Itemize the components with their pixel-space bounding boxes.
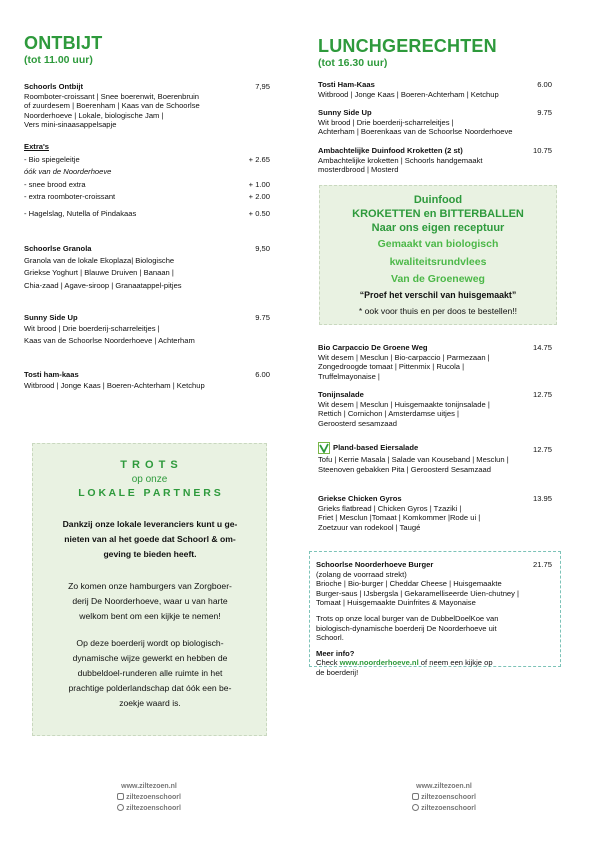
item-price: 7,95 <box>255 82 270 91</box>
partners-paragraph-2 <box>39 579 261 624</box>
item-desc: Friet | Mesclun |Tomaat | Komkommer |Rode ui | <box>318 513 481 523</box>
item-name: Sunny Side Up <box>24 313 78 322</box>
item-desc: Tomaat | Huisgemaakte Duinfrites & Mayonaise <box>316 598 476 608</box>
promo-line: Van de Groeneweg <box>391 273 485 285</box>
item-price: 13.95 <box>532 494 552 503</box>
item-desc: Griekse Yoghurt | Blauwe Druiven | Banaan | <box>24 268 174 278</box>
item-name: Ambachtelijke Duinfood Kroketten (2 st) <box>318 146 463 155</box>
item-name: Schoorls Ontbijt <box>24 82 84 91</box>
burger-note: biologisch-dynamische boerderij De Noorderhoeve uit <box>316 623 497 633</box>
burger-note: Trots op onze local burger van de DubbelDoelKoe van <box>316 613 499 623</box>
item-desc: Rettich | Cornichon | Amsterdamse uitjes | <box>318 409 459 419</box>
item-desc: Burger-saus | IJsbergsla | Gekaramelliseerde Uien-chutney | <box>316 588 520 598</box>
menu-item-granola <box>24 244 264 290</box>
facebook-handle[interactable]: ziltezoenschoorl <box>126 794 181 801</box>
website-link[interactable]: www.ziltezoen.nl <box>416 783 472 790</box>
extras-item-price: + 1.00 <box>248 180 270 189</box>
item-desc: Noorderhoeve | Lokale, biologische Jam | <box>24 110 164 120</box>
extras-item-price: + 2.65 <box>248 155 270 164</box>
item-desc: of zuurdesem | Boerenham | Kaas van de Schoorlse <box>24 101 200 111</box>
facebook-icon <box>412 793 419 800</box>
item-desc: Zongedroogde tomaat | Pittenmix | Rucola | <box>318 362 465 372</box>
more-info-text: of neem een kijkje op <box>418 658 493 668</box>
menu-item-schoorls-ontbijt <box>24 82 264 130</box>
partners-paragraph-3 <box>39 636 261 711</box>
lunch-title: LUNCHGERECHTEN <box>318 36 497 56</box>
item-desc: Achterham | Boerenkaas van de Schoorlse Noorderhoeve <box>318 127 513 137</box>
item-price: 10.75 <box>532 146 552 155</box>
extras-item-label: - Bio spiegeleitje <box>24 155 80 164</box>
extras-item-label: - extra roomboter-croissant <box>24 192 116 201</box>
partners-line-2: op onze <box>131 474 168 485</box>
paragraph-line: derij De Noorderhoeve, waar u van harte <box>72 596 228 606</box>
more-info-text: Check <box>316 658 340 668</box>
more-info-label: Meer info? <box>316 648 355 658</box>
item-name: Tosti ham-kaas <box>24 370 79 379</box>
promo-line: KROKETTEN en BITTERBALLEN <box>352 208 524 220</box>
item-desc: Kaas van de Schoorlse Noorderhoeve | Achterham <box>24 336 195 346</box>
instagram-handle[interactable]: ziltezoenschoorl <box>421 805 476 812</box>
item-name: Pland-based Eiersalade <box>333 443 419 452</box>
breakfast-subtitle: (tot 11.00 uur) <box>24 54 93 66</box>
instagram-icon <box>412 804 419 811</box>
promo-line: * ook voor thuis en per doos te bestellen!! <box>358 306 518 316</box>
burger-note: Schoorl. <box>316 633 344 643</box>
paragraph-line: geving te bieden heeft. <box>103 549 197 559</box>
noorderhoeve-link[interactable]: www.noorderhoeve.nl <box>339 658 419 668</box>
more-info-line <box>316 658 556 668</box>
paragraph-line: prachtige polderlandschap dat óók een be- <box>68 683 232 693</box>
item-desc: Ambachtelijke kroketten | Schoorls handgemaakt <box>318 155 483 165</box>
instagram-handle[interactable]: ziltezoenschoorl <box>126 805 181 812</box>
item-desc: mosterdbrood | Mosterd <box>318 165 399 175</box>
item-desc: Chia-zaad | Agave-siroop | Granaatappel-pitjes <box>24 280 182 290</box>
extras-item-label: - snee brood extra <box>24 180 86 189</box>
facebook-handle[interactable]: ziltezoenschoorl <box>421 794 476 801</box>
item-price: 6.00 <box>255 370 270 379</box>
item-desc: Roomboter-croissant | Snee boerenwit, Boerenbruin <box>24 91 200 101</box>
extras-item-price: + 2.00 <box>248 192 270 201</box>
item-desc: Grieks flatbread | Chicken Gyros | Tzaziki | <box>318 503 462 513</box>
item-price: 6.00 <box>537 80 552 89</box>
footer-left <box>94 781 204 814</box>
item-name: Sunny Side Up <box>318 108 372 117</box>
promo-line: kwaliteitsrundvlees <box>389 256 487 268</box>
item-desc: Tofu | Kerrie Masala | Salade van Kouseband | Mesclun | <box>318 455 509 464</box>
item-name: Schoorlse Granola <box>24 244 92 253</box>
item-desc: Witbrood | Jonge Kaas | Boeren-Achterham | Ketchup <box>318 89 499 99</box>
item-desc: Zoetzuur van rodekool | Taugé <box>318 522 421 532</box>
item-name: Griekse Chicken Gyros <box>318 494 402 503</box>
instagram-icon <box>117 804 124 811</box>
item-price: 9.75 <box>255 313 270 322</box>
lunch-subtitle: (tot 16.30 uur) <box>318 57 388 69</box>
item-desc: Brioche | Bio-burger | Cheddar Cheese | Huisgemaakte <box>316 579 502 589</box>
item-desc: Geroosterd sesamzaad <box>318 418 397 428</box>
kroketten-promo-box <box>319 185 557 325</box>
local-partners-box <box>32 443 267 736</box>
item-price: 9,50 <box>255 244 270 253</box>
extras-heading: Extra's <box>24 142 50 151</box>
partners-line-1: T R O T S <box>120 459 179 471</box>
paragraph-line: welkom bent om een kijkje te nemen! <box>79 611 221 621</box>
item-price: 9.75 <box>537 108 552 117</box>
item-desc: (zolang de voorraad strekt) <box>316 569 407 579</box>
promo-line: “Proef het verschil van huisgemaakt” <box>359 290 517 300</box>
item-price: 12.75 <box>532 390 552 399</box>
footer-right <box>389 781 499 814</box>
menu-item-sunny-side-up <box>24 313 264 346</box>
menu-item-burger <box>316 560 556 678</box>
extras-item-label: - Hagelslag, Nutella of Pindakaas <box>24 209 137 218</box>
breakfast-title: ONTBIJT <box>24 33 103 53</box>
item-price: 12.75 <box>532 445 552 454</box>
promo-line: Naar ons eigen receptuur <box>371 222 505 234</box>
item-desc: Granola van de lokale Ekoplaza| Biologische <box>24 255 175 265</box>
item-name: Schoorlse Noorderhoeve Burger <box>316 560 434 569</box>
promo-line: Duinfood <box>413 194 463 206</box>
item-name: Tonijnsalade <box>318 390 364 399</box>
item-name: Bio Carpaccio De Groene Weg <box>318 343 428 352</box>
item-desc: Witbrood | Jonge Kaas | Boeren-Achterham | Ketchup <box>24 380 205 390</box>
paragraph-line: dubbeldoel-runderen alle ruimte in het <box>77 668 223 678</box>
promo-line: Gemaakt van biologisch <box>377 238 499 250</box>
item-desc: Wit brood | Drie boerderij-scharreleitjes | <box>318 117 454 127</box>
item-desc: Wit desem | Mesclun | Bio-carpaccio | Parmezaan | <box>318 352 490 362</box>
paragraph-line: Op deze boerderij wordt op biologisch- <box>76 638 224 648</box>
paragraph-line: nieten van al het goede dat Schoorl & om- <box>64 534 236 544</box>
item-name: Tosti Ham-Kaas <box>318 80 375 89</box>
item-desc: Steenoven gebakken Pita | Geroosterd Sesamzaad <box>318 464 491 474</box>
more-info-text: de boerderij! <box>316 667 359 677</box>
item-desc: Wit desem | Mesclun | Huisgemaakte tonijnsalade | <box>318 399 490 409</box>
facebook-icon <box>117 793 124 800</box>
extras-item-label: óók van de Noorderhoeve <box>24 167 112 176</box>
partners-line-3: L O K A L E P A R T N E R S <box>78 487 221 499</box>
paragraph-line: dynamische wijze gewerkt en hebben de <box>72 653 228 663</box>
vegan-leaf-icon <box>318 442 330 454</box>
website-link[interactable]: www.ziltezoen.nl <box>121 783 177 790</box>
partners-paragraph-1 <box>39 517 261 562</box>
extras-item-price: + 0.50 <box>248 209 270 218</box>
item-price: 21.75 <box>532 560 552 569</box>
menu-item-tosti <box>24 370 264 390</box>
item-desc: Wit brood | Drie boerderij-scharreleitjes | <box>24 323 160 333</box>
item-price: 14.75 <box>532 343 552 352</box>
item-desc: Truffelmayonaise | <box>318 371 380 381</box>
paragraph-line: Dankzij onze lokale leveranciers kunt u ge- <box>62 519 238 529</box>
item-desc: Vers mini-sinaasappelsapje <box>24 120 117 130</box>
paragraph-line: zoekje waard is. <box>119 698 181 708</box>
paragraph-line: Zo komen onze hamburgers van Zorgboer- <box>68 581 232 591</box>
